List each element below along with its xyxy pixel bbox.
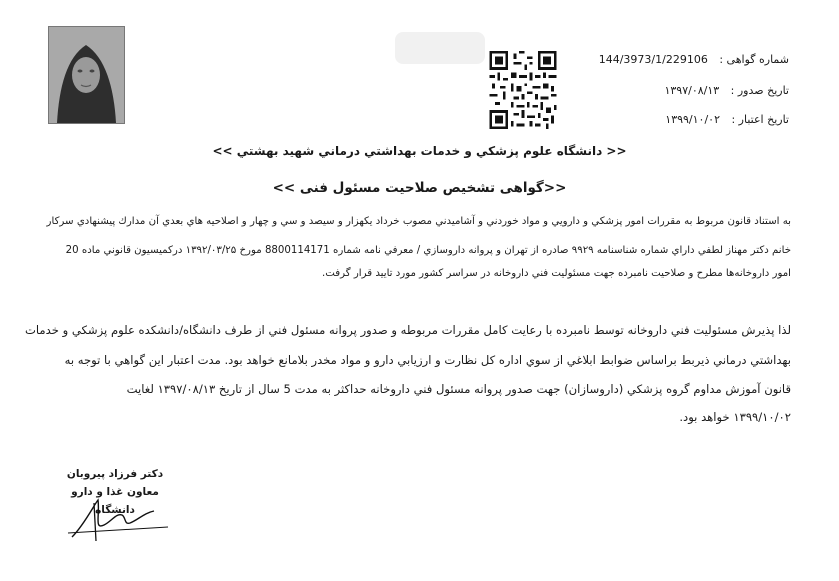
paragraph2-line: لذا پذيرش مسئوليت فني داروخانه توسط نامبرده با رعايت كامل مقررات مربوطه و صدور پروانه مسئول فني از طرف دانشگاه/دانشكده علوم پزشكي و خدمات bbox=[24, 323, 791, 337]
certificate-number-label: شماره گواهی : bbox=[719, 53, 789, 66]
validity-date-value: ۱۳۹۹/۱۰/۰۲ bbox=[665, 113, 720, 126]
signer-name: دکتر فرزاد پیروبان bbox=[66, 468, 164, 480]
faint-stamp bbox=[395, 32, 485, 64]
paragraph2-line: ۱۳۹۹/۱۰/۰۲ خواهد بود. bbox=[679, 410, 791, 424]
certificate-number-value: 144/3973/1/229106 bbox=[598, 53, 708, 66]
paragraph1-line: به استناد قانون مربوط به مقررات امور پزشكي و دارويي و مواد خوردني و آشاميدني مصوب خرداد يكهزار و سيصد و سي و چهار و اصلاحيه هاي بعدي آن مدارك پيشنهادي سركار bbox=[46, 216, 791, 227]
paragraph1-line: خانم دكتر مهناز لطفي داراي شماره شناسنامه ۹۹۲۹ صادره از تهران و پروانه داروسازي / معرفي نامه شماره 8800114171 مورخ ۱۳۹۲/۰۳/۲۵ دركميسيون قانوني ماده 20 bbox=[65, 245, 791, 256]
issue-date-value: ۱۳۹۷/۰۸/۱۳ bbox=[664, 84, 720, 97]
person-photo bbox=[48, 26, 125, 124]
university-title: << دانشگاه علوم پزشكي و خدمات بهداشتي درماني شهيد بهشتي >> bbox=[212, 144, 627, 158]
paragraph2-line: بهداشتي درماني ذيربط براساس ضوابط ابلاغي از سوي اداره كل نظارت و ارزيابي دارو و مواد مخدر بلامانع خواهد بود. مدت اعتبار اين گواهي با توجه به bbox=[64, 353, 791, 367]
issue-date bbox=[664, 84, 789, 97]
issue-date-label: تاریخ صدور : bbox=[730, 84, 789, 97]
paragraph2-line: قانون آموزش مداوم گروه پزشكي (داروسازان) جهت صدور پروانه مسئول فني داروخانه حداكثر به مدت 5 سال از تاريخ ۱۳۹۷/۰۸/۱۳ لغايت bbox=[126, 382, 791, 396]
validity-date-label: تاریخ اعتبار : bbox=[731, 113, 789, 126]
qr-code-icon bbox=[489, 51, 557, 129]
validity-date bbox=[665, 113, 789, 126]
signature-icon bbox=[64, 495, 174, 545]
certificate-number bbox=[599, 53, 789, 66]
certificate-title: <<گواهی تشخیص صلاحیت مسئول فنی >> bbox=[272, 180, 567, 196]
signer-title: معاون غذا و دارو دانشگاه bbox=[71, 486, 159, 516]
paragraph1-line: امور داروخانه‌ها مطرح و صلاحيت نامبرده جهت مسئوليت فني داروخانه در سراسر كشور مورد تاييد قرار گرفت. bbox=[322, 268, 791, 279]
